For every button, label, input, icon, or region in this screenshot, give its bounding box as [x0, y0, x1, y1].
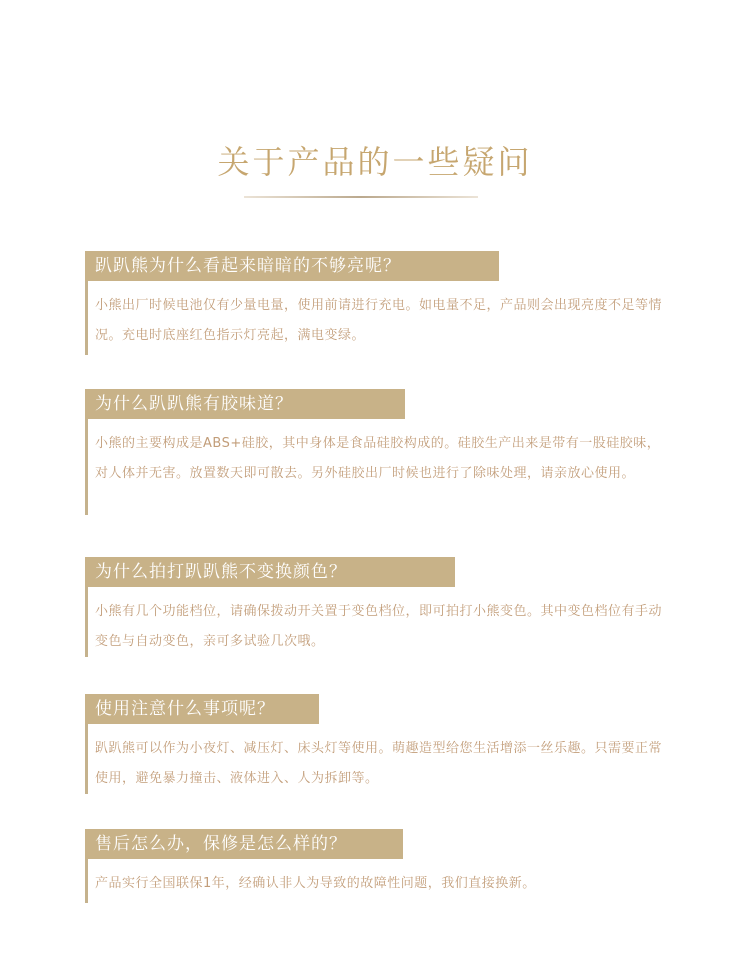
- faq-question: 使用注意什么事项呢？: [85, 694, 319, 724]
- faq-item: [85, 694, 685, 794]
- faq-item: [85, 557, 685, 657]
- faq-answer: 产品实行全国联保1年，经确认非人为导致的故障性问题，我们直接换新。: [95, 876, 536, 891]
- faq-question: 为什么拍打趴趴熊不变换颜色？: [85, 557, 455, 587]
- faq-item: [85, 251, 685, 355]
- title-divider: [244, 196, 478, 198]
- faq-question: 趴趴熊为什么看起来暗暗的不够亮呢？: [85, 251, 499, 281]
- faq-item: [85, 829, 685, 903]
- faq-answer: 小熊出厂时候电池仅有少量电量，使用前请进行充电。如电量不足，产品则会出现亮度不足等情况。充电时底座红色指示灯亮起，满电变绿。: [95, 298, 663, 343]
- faq-answer: 小熊有几个功能档位，请确保拨动开关置于变色档位，即可拍打小熊变色。其中变色档位有手动变色与自动变色，亲可多试验几次哦。: [95, 604, 663, 649]
- faq-question: 售后怎么办，保修是怎么样的？: [85, 829, 403, 859]
- page-title: 关于产品的一些疑问: [217, 143, 533, 181]
- faq-question: 为什么趴趴熊有胶味道？: [85, 389, 405, 419]
- faq-item: [85, 389, 685, 515]
- faq-answer: 小熊的主要构成是ABS+硅胶，其中身体是食品硅胶构成的。硅胶生产出来是带有一股硅胶味，对人体并无害。放置数天即可散去。另外硅胶出厂时候也进行了除味处理，请亲放心使用。: [95, 436, 661, 481]
- faq-answer: 趴趴熊可以作为小夜灯、减压灯、床头灯等使用。萌趣造型给您生活增添一丝乐趣。只需要正常使用，避免暴力撞击、液体进入、人为拆卸等。: [95, 741, 663, 786]
